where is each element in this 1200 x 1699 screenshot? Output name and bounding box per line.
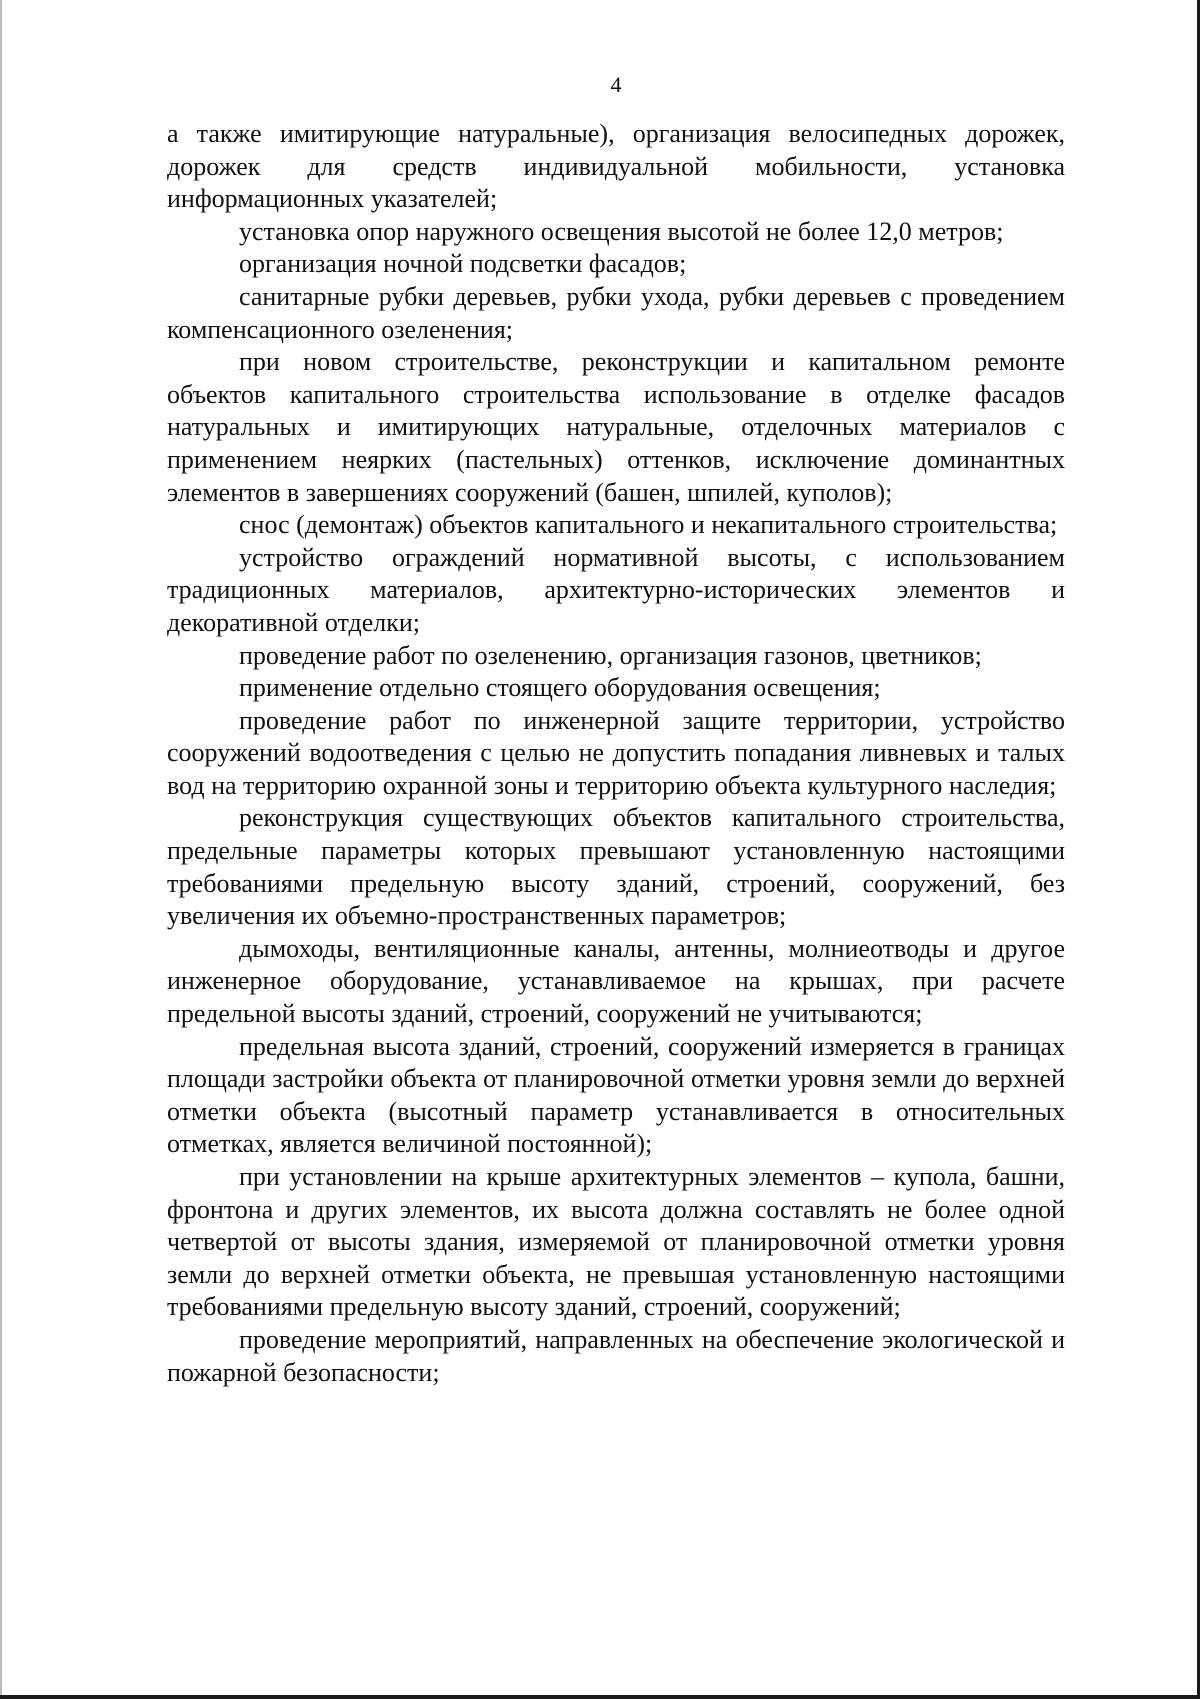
paragraph: снос (демонтаж) объектов капитального и некапитального строительства; [239, 510, 1058, 540]
paragraph: реконструкция существующих объектов капитального строительства, предельные параметры которых превышают установленную настоящими требованиями предельную высоту зданий, строений, сооружений, без увеличения их объемно-пространственных параметров; [167, 803, 1065, 931]
paragraph: дымоходы, вентиляционные каналы, антенны, молниеотводы и другое инженерное оборудование, устанавливаемое на крышах, при расчете предельной высоты зданий, строений, сооружений не учитываются; [167, 933, 1065, 1029]
paragraph: предельная высота зданий, строений, сооружений измеряется в границах площади застройки объекта от планировочной отметки уровня земли до верхней отметки объекта (высотный параметр устанавливается в относительных отметках, является величиной постоянной); [167, 1031, 1065, 1159]
page-number: 4 [610, 72, 622, 97]
scan-edge-bottom [0, 1695, 1200, 1699]
paragraph: санитарные рубки деревьев, рубки ухода, рубки деревьев с проведением компенсационного озеленения; [167, 281, 1065, 344]
paragraph: а также имитирующие натуральные), организация велосипедных дорожек, дорожек для средств индивидуальной мобильности, установка информационных указателей; [167, 119, 1065, 214]
scan-edge-left [0, 0, 2, 1699]
paragraph: при установлении на крыше архитектурных элементов – купола, башни, фронтона и других элементов, их высота должна составлять не более одной четвертой от высоты здания, измеряемой от планировочной отметки уровня земли до верхней отметки объекта, не превышая установленную настоящими требованиями предельную высоту зданий, строений, сооружений; [167, 1162, 1065, 1322]
paragraph: установка опор наружного освещения высотой не более 12,0 метров; [239, 216, 1004, 246]
paragraph: проведение мероприятий, направленных на обеспечение экологической и пожарной безопасности; [167, 1324, 1065, 1387]
paragraph: проведение работ по инженерной защите территории, устройство сооружений водоотведения с целью не допустить попадания ливневых и талых вод на территорию охранной зоны и территорию объекта культурного наследия; [167, 705, 1065, 800]
paragraph: устройство ограждений нормативной высоты, с использованием традиционных материалов, архитектурно-исторических элементов и декоративной отделки; [167, 542, 1065, 637]
paragraph: проведение работ по озеленению, организация газонов, цветников; [239, 640, 982, 670]
paragraph: применение отдельно стоящего оборудования освещения; [239, 673, 881, 703]
paragraph: при новом строительстве, реконструкции и капитальном ремонте объектов капитального строительства использование в отделке фасадов натуральных и имитирующих натуральные, отделочных материалов с применением неярких (пастельных) оттенков, исключение доминантных элементов в завершениях сооружений (башен, шпилей, куполов); [167, 347, 1065, 507]
paragraph: организация ночной подсветки фасадов; [239, 249, 687, 279]
document-body [167, 118, 1065, 1389]
